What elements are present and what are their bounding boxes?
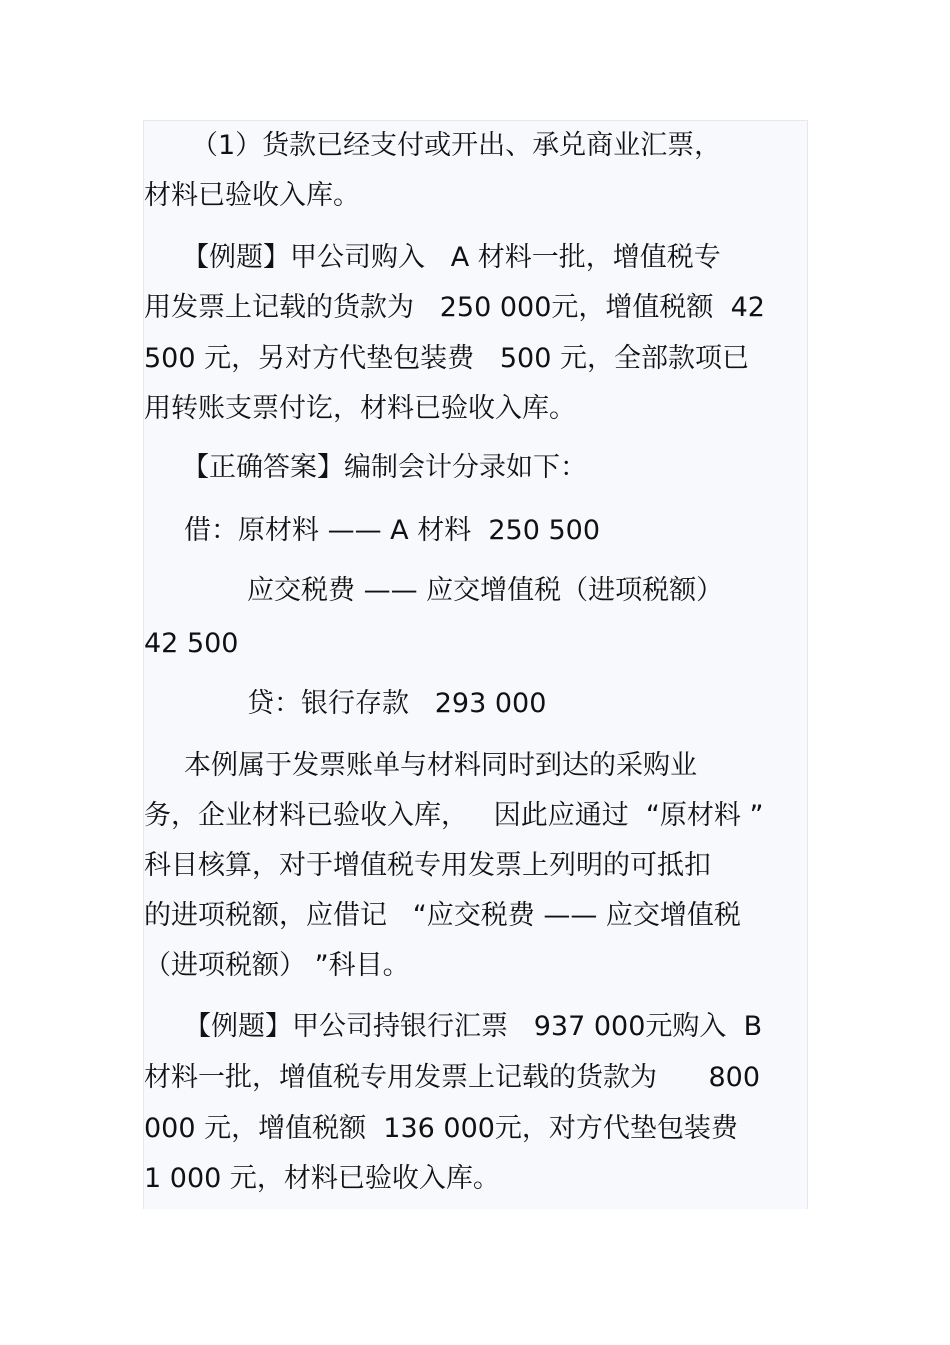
text-line: 贷：银行存款 293 000 <box>247 688 547 719</box>
text-line: 务，企业材料已验收入库， 因此应通过 “原材料 ” <box>144 800 764 831</box>
text-line: 500 元，另对方代垫包装费 500 元，全部款项已 <box>144 343 749 374</box>
text-line: 材料一批，增值税专用发票上记载的货款为 800 <box>144 1062 761 1093</box>
text-line: 用发票上记载的货款为 250 000元，增值税额 42 <box>144 292 765 323</box>
text-line: 【例题】甲公司购入 A 材料一批，增值税专 <box>182 242 721 273</box>
text-line: 000 元，增值税额 136 000元，对方代垫包装费 <box>144 1113 738 1144</box>
text-line: 借：原材料 —— A 材料 250 500 <box>184 515 601 546</box>
text-line: 42 500 <box>144 628 239 659</box>
text-line: （进项税额） ”科目。 <box>144 950 410 981</box>
text-line: 科目核算，对于增值税专用发票上列明的可抵扣 <box>144 850 711 881</box>
text-line: 材料已验收入库。 <box>144 180 360 211</box>
text-panel <box>143 120 808 1209</box>
text-line: 本例属于发票账单与材料同时到达的采购业 <box>184 750 697 781</box>
text-line: 【例题】甲公司持银行汇票 937 000元购入 B <box>184 1011 763 1042</box>
text-line: 的进项税额，应借记 “应交税费 —— 应交增值税 <box>144 900 741 931</box>
text-line: 1 000 元，材料已验收入库。 <box>144 1163 500 1194</box>
text-line: 应交税费 —— 应交增值税（进项税额） <box>247 575 724 606</box>
text-line: 用转账支票付讫，材料已验收入库。 <box>144 393 576 424</box>
text-line: 【正确答案】编制会计分录如下： <box>182 452 587 483</box>
text-line: （1）货款已经支付或开出、承兑商业汇票， <box>191 130 722 161</box>
